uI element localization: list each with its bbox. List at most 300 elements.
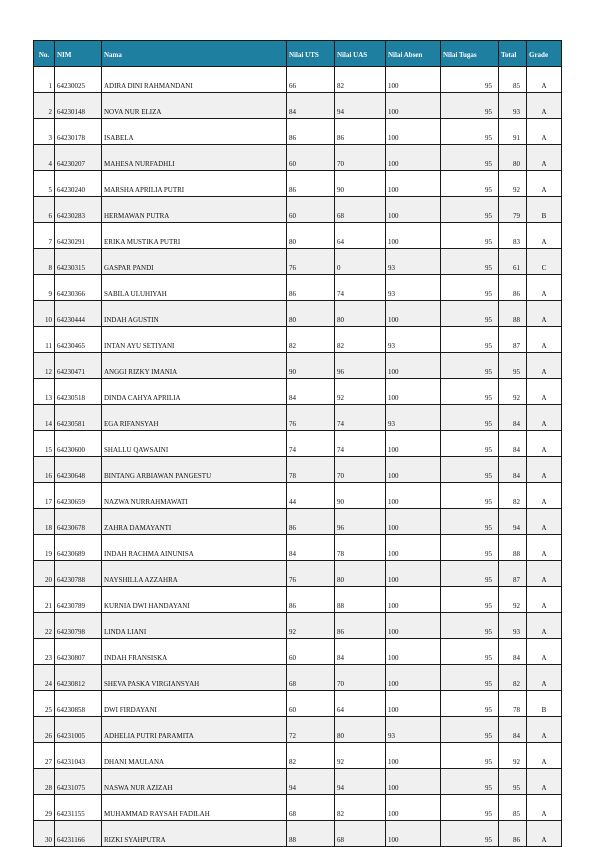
cell-grade: A — [527, 145, 562, 171]
cell-no: 21 — [34, 587, 55, 613]
cell-nama: DWI FIRDAYANI — [102, 691, 287, 717]
cell-nilai-tugas: 95 — [441, 691, 499, 717]
cell-no: 3 — [34, 119, 55, 145]
cell-nama: DHANI MAULANA — [102, 743, 287, 769]
cell-nilai-absen: 100 — [386, 379, 441, 405]
cell-grade: A — [527, 119, 562, 145]
cell-nama: INDAH AGUSTIN — [102, 301, 287, 327]
cell-no: 11 — [34, 327, 55, 353]
cell-nilai-tugas: 95 — [441, 353, 499, 379]
cell-grade: A — [527, 275, 562, 301]
cell-nama: BINTANG ARBIAWAN PANGESTU — [102, 457, 287, 483]
cell-nilai-uas: 74 — [335, 405, 386, 431]
table-row — [34, 587, 562, 613]
cell-nim: 64230471 — [55, 353, 102, 379]
cell-nilai-uas: 82 — [335, 327, 386, 353]
cell-nilai-uas: 84 — [335, 639, 386, 665]
table-row — [34, 821, 562, 847]
cell-grade: A — [527, 509, 562, 535]
cell-total: 88 — [499, 301, 527, 327]
cell-nim: 64231005 — [55, 717, 102, 743]
cell-nim: 64230788 — [55, 561, 102, 587]
table-row — [34, 353, 562, 379]
cell-nim: 64230315 — [55, 249, 102, 275]
table-row — [34, 665, 562, 691]
cell-nilai-uas: 70 — [335, 145, 386, 171]
cell-total: 86 — [499, 821, 527, 847]
cell-nama: ADIRA DINI RAHMANDANI — [102, 67, 287, 93]
cell-nilai-uts: 86 — [287, 587, 335, 613]
cell-nilai-uas: 0 — [335, 249, 386, 275]
cell-nilai-absen: 93 — [386, 717, 441, 743]
cell-nilai-tugas: 95 — [441, 275, 499, 301]
cell-no: 13 — [34, 379, 55, 405]
table-body — [34, 67, 562, 847]
cell-nilai-uts: 88 — [287, 821, 335, 847]
cell-nilai-uts: 82 — [287, 327, 335, 353]
cell-nilai-uas: 64 — [335, 223, 386, 249]
cell-total: 83 — [499, 223, 527, 249]
table-row — [34, 613, 562, 639]
cell-total: 84 — [499, 717, 527, 743]
cell-total: 94 — [499, 509, 527, 535]
cell-nim: 64230581 — [55, 405, 102, 431]
header-nilai-tugas: Nilai Tugas — [441, 41, 499, 67]
cell-nilai-absen: 100 — [386, 301, 441, 327]
cell-nilai-uts: 86 — [287, 119, 335, 145]
table-row — [34, 405, 562, 431]
cell-no: 12 — [34, 353, 55, 379]
table-row — [34, 145, 562, 171]
cell-nilai-absen: 100 — [386, 171, 441, 197]
cell-nilai-absen: 100 — [386, 197, 441, 223]
cell-nama: NAZWA NURRAHMAWATI — [102, 483, 287, 509]
cell-no: 9 — [34, 275, 55, 301]
table-row — [34, 743, 562, 769]
cell-nama: SHEVA PASKA VIRGIANSYAH — [102, 665, 287, 691]
cell-total: 79 — [499, 197, 527, 223]
cell-no: 18 — [34, 509, 55, 535]
cell-nim: 64231043 — [55, 743, 102, 769]
cell-nilai-uas: 80 — [335, 561, 386, 587]
cell-grade: B — [527, 197, 562, 223]
cell-nilai-tugas: 95 — [441, 587, 499, 613]
table-row — [34, 327, 562, 353]
cell-grade: A — [527, 483, 562, 509]
cell-nim: 64230858 — [55, 691, 102, 717]
cell-nilai-uts: 86 — [287, 275, 335, 301]
cell-total: 80 — [499, 145, 527, 171]
cell-nim: 64230283 — [55, 197, 102, 223]
cell-nilai-uas: 64 — [335, 691, 386, 717]
cell-grade: A — [527, 665, 562, 691]
cell-nama: MUHAMMAD RAYSAH FADILAH — [102, 795, 287, 821]
cell-nilai-tugas: 95 — [441, 639, 499, 665]
cell-nim: 64230678 — [55, 509, 102, 535]
table-row — [34, 561, 562, 587]
cell-total: 87 — [499, 561, 527, 587]
cell-grade: A — [527, 717, 562, 743]
cell-nilai-uas: 70 — [335, 457, 386, 483]
cell-nim: 64230465 — [55, 327, 102, 353]
cell-total: 87 — [499, 327, 527, 353]
cell-nilai-uts: 80 — [287, 301, 335, 327]
cell-no: 1 — [34, 67, 55, 93]
cell-nilai-uts: 72 — [287, 717, 335, 743]
cell-nilai-uts: 84 — [287, 379, 335, 405]
cell-nim: 64230789 — [55, 587, 102, 613]
cell-nilai-uts: 60 — [287, 691, 335, 717]
cell-nilai-uas: 94 — [335, 769, 386, 795]
cell-nilai-tugas: 95 — [441, 613, 499, 639]
cell-nilai-tugas: 95 — [441, 197, 499, 223]
cell-nilai-uas: 82 — [335, 795, 386, 821]
cell-nilai-uts: 68 — [287, 665, 335, 691]
cell-nim: 64230812 — [55, 665, 102, 691]
cell-nama: MAHESA NURFADHLI — [102, 145, 287, 171]
cell-nilai-tugas: 95 — [441, 535, 499, 561]
cell-nim: 64230178 — [55, 119, 102, 145]
cell-total: 85 — [499, 795, 527, 821]
cell-nilai-uts: 92 — [287, 613, 335, 639]
cell-nim: 64230444 — [55, 301, 102, 327]
grades-table — [33, 40, 562, 847]
cell-grade: A — [527, 613, 562, 639]
cell-nilai-absen: 100 — [386, 145, 441, 171]
cell-grade: A — [527, 67, 562, 93]
cell-nama: NAYSHILLA AZZAHRA — [102, 561, 287, 587]
cell-nilai-uts: 86 — [287, 509, 335, 535]
cell-no: 6 — [34, 197, 55, 223]
cell-total: 82 — [499, 665, 527, 691]
cell-grade: A — [527, 457, 562, 483]
cell-total: 82 — [499, 483, 527, 509]
cell-total: 92 — [499, 171, 527, 197]
cell-nilai-absen: 100 — [386, 769, 441, 795]
table-row — [34, 93, 562, 119]
cell-nilai-absen: 100 — [386, 119, 441, 145]
cell-nilai-absen: 100 — [386, 743, 441, 769]
table-row — [34, 457, 562, 483]
cell-nama: SHALLU QAWSAINI — [102, 431, 287, 457]
cell-nilai-tugas: 95 — [441, 171, 499, 197]
table-row — [34, 171, 562, 197]
cell-nim: 64230798 — [55, 613, 102, 639]
cell-nama: NASWA NUR AZIZAH — [102, 769, 287, 795]
cell-nim: 64230648 — [55, 457, 102, 483]
cell-total: 84 — [499, 405, 527, 431]
cell-nim: 64230025 — [55, 67, 102, 93]
cell-no: 22 — [34, 613, 55, 639]
cell-nim: 64231155 — [55, 795, 102, 821]
cell-nilai-uts: 76 — [287, 405, 335, 431]
cell-grade: A — [527, 743, 562, 769]
cell-nilai-tugas: 95 — [441, 743, 499, 769]
cell-nilai-uts: 82 — [287, 743, 335, 769]
cell-nama: DINDA CAHYA APRILIA — [102, 379, 287, 405]
cell-grade: A — [527, 561, 562, 587]
cell-no: 5 — [34, 171, 55, 197]
cell-nilai-uts: 60 — [287, 145, 335, 171]
cell-nilai-uts: 60 — [287, 639, 335, 665]
cell-nilai-absen: 100 — [386, 691, 441, 717]
header-nilai-uas: Nilai UAS — [335, 41, 386, 67]
cell-no: 19 — [34, 535, 55, 561]
cell-nilai-tugas: 95 — [441, 93, 499, 119]
cell-nilai-uts: 86 — [287, 171, 335, 197]
cell-nilai-absen: 100 — [386, 509, 441, 535]
cell-nilai-absen: 93 — [386, 405, 441, 431]
cell-nim: 64230518 — [55, 379, 102, 405]
header-grade: Grade — [527, 41, 562, 67]
cell-no: 26 — [34, 717, 55, 743]
cell-nilai-absen: 100 — [386, 587, 441, 613]
cell-nilai-uts: 74 — [287, 431, 335, 457]
cell-nilai-absen: 100 — [386, 67, 441, 93]
header-total: Total — [499, 41, 527, 67]
cell-total: 88 — [499, 535, 527, 561]
cell-nilai-absen: 100 — [386, 639, 441, 665]
cell-nilai-uas: 94 — [335, 93, 386, 119]
cell-total: 84 — [499, 431, 527, 457]
cell-nilai-tugas: 95 — [441, 483, 499, 509]
header-nama: Nama — [102, 41, 287, 67]
cell-nilai-uts: 90 — [287, 353, 335, 379]
cell-total: 84 — [499, 639, 527, 665]
cell-grade: A — [527, 171, 562, 197]
cell-nilai-uas: 92 — [335, 743, 386, 769]
cell-nilai-uas: 68 — [335, 197, 386, 223]
cell-no: 24 — [34, 665, 55, 691]
table-row — [34, 509, 562, 535]
cell-nilai-tugas: 95 — [441, 249, 499, 275]
cell-nilai-absen: 100 — [386, 535, 441, 561]
cell-nama: LINDA LIANI — [102, 613, 287, 639]
cell-nilai-tugas: 95 — [441, 795, 499, 821]
cell-total: 61 — [499, 249, 527, 275]
table-row — [34, 535, 562, 561]
cell-grade: A — [527, 587, 562, 613]
cell-total: 92 — [499, 379, 527, 405]
cell-nilai-tugas: 95 — [441, 457, 499, 483]
cell-no: 27 — [34, 743, 55, 769]
cell-nilai-tugas: 95 — [441, 509, 499, 535]
cell-nilai-absen: 100 — [386, 457, 441, 483]
cell-nilai-uts: 94 — [287, 769, 335, 795]
cell-grade: A — [527, 327, 562, 353]
cell-nama: EGA RIFANSYAH — [102, 405, 287, 431]
cell-nim: 64230240 — [55, 171, 102, 197]
cell-nilai-absen: 100 — [386, 795, 441, 821]
cell-nilai-uas: 86 — [335, 119, 386, 145]
cell-total: 93 — [499, 93, 527, 119]
cell-nama: RIZKI SYAHPUTRA — [102, 821, 287, 847]
table-row — [34, 301, 562, 327]
cell-total: 92 — [499, 743, 527, 769]
cell-nama: ADHELIA PUTRI PARAMITA — [102, 717, 287, 743]
cell-total: 84 — [499, 457, 527, 483]
cell-nama: ISABELA — [102, 119, 287, 145]
cell-nim: 64230600 — [55, 431, 102, 457]
table-row — [34, 431, 562, 457]
table-row — [34, 717, 562, 743]
cell-nilai-uas: 96 — [335, 353, 386, 379]
cell-nama: KURNIA DWI HANDAYANI — [102, 587, 287, 613]
cell-total: 78 — [499, 691, 527, 717]
cell-no: 8 — [34, 249, 55, 275]
table-row — [34, 223, 562, 249]
cell-nim: 64230807 — [55, 639, 102, 665]
cell-total: 95 — [499, 353, 527, 379]
header-no: No. — [34, 41, 55, 67]
header-nilai-uts: Nilai UTS — [287, 41, 335, 67]
cell-grade: A — [527, 223, 562, 249]
table-row — [34, 197, 562, 223]
cell-nilai-uas: 86 — [335, 613, 386, 639]
cell-nilai-uas: 90 — [335, 483, 386, 509]
cell-nama: GASPAR PANDI — [102, 249, 287, 275]
cell-nilai-absen: 100 — [386, 223, 441, 249]
cell-grade: C — [527, 249, 562, 275]
table-row — [34, 67, 562, 93]
cell-nilai-absen: 100 — [386, 821, 441, 847]
cell-grade: A — [527, 301, 562, 327]
cell-nilai-tugas: 95 — [441, 665, 499, 691]
cell-no: 23 — [34, 639, 55, 665]
cell-grade: B — [527, 691, 562, 717]
cell-grade: A — [527, 795, 562, 821]
cell-nim: 64231075 — [55, 769, 102, 795]
cell-no: 25 — [34, 691, 55, 717]
cell-no: 4 — [34, 145, 55, 171]
cell-nama: HERMAWAN PUTRA — [102, 197, 287, 223]
cell-nama: MARSHA APRILIA PUTRI — [102, 171, 287, 197]
cell-nilai-uas: 88 — [335, 587, 386, 613]
cell-nilai-tugas: 95 — [441, 119, 499, 145]
cell-nama: ANGGI RIZKY IMANIA — [102, 353, 287, 379]
cell-nilai-uts: 78 — [287, 457, 335, 483]
cell-nama: INDAH RACHMA AINUNISA — [102, 535, 287, 561]
header-nim: NIM — [55, 41, 102, 67]
table-row — [34, 795, 562, 821]
cell-nama: ERIKA MUSTIKA PUTRI — [102, 223, 287, 249]
cell-total: 85 — [499, 67, 527, 93]
cell-no: 7 — [34, 223, 55, 249]
cell-nilai-uas: 80 — [335, 301, 386, 327]
cell-nilai-uts: 76 — [287, 249, 335, 275]
cell-nilai-absen: 93 — [386, 327, 441, 353]
cell-nim: 64230689 — [55, 535, 102, 561]
cell-no: 30 — [34, 821, 55, 847]
cell-grade: A — [527, 769, 562, 795]
cell-nilai-uas: 92 — [335, 379, 386, 405]
cell-nilai-uas: 78 — [335, 535, 386, 561]
cell-no: 28 — [34, 769, 55, 795]
header-row — [34, 41, 562, 67]
cell-total: 92 — [499, 587, 527, 613]
cell-no: 17 — [34, 483, 55, 509]
cell-grade: A — [527, 431, 562, 457]
cell-nilai-tugas: 95 — [441, 431, 499, 457]
cell-total: 93 — [499, 613, 527, 639]
cell-total: 91 — [499, 119, 527, 145]
cell-no: 15 — [34, 431, 55, 457]
cell-nilai-uas: 74 — [335, 431, 386, 457]
cell-nilai-tugas: 95 — [441, 405, 499, 431]
cell-nilai-absen: 100 — [386, 561, 441, 587]
cell-nim: 64230659 — [55, 483, 102, 509]
cell-no: 20 — [34, 561, 55, 587]
cell-grade: A — [527, 535, 562, 561]
cell-nilai-absen: 100 — [386, 613, 441, 639]
cell-nilai-tugas: 95 — [441, 561, 499, 587]
cell-grade: A — [527, 93, 562, 119]
cell-grade: A — [527, 405, 562, 431]
table-row — [34, 275, 562, 301]
cell-no: 14 — [34, 405, 55, 431]
cell-nilai-tugas: 95 — [441, 145, 499, 171]
cell-no: 29 — [34, 795, 55, 821]
table-row — [34, 379, 562, 405]
table-row — [34, 483, 562, 509]
cell-nim: 64230148 — [55, 93, 102, 119]
cell-nama: INTAN AYU SETIYANI — [102, 327, 287, 353]
cell-nilai-tugas: 95 — [441, 301, 499, 327]
cell-nilai-uas: 74 — [335, 275, 386, 301]
cell-nilai-absen: 100 — [386, 353, 441, 379]
cell-nilai-tugas: 95 — [441, 769, 499, 795]
cell-nama: ZAHRA DAMAYANTI — [102, 509, 287, 535]
cell-grade: A — [527, 639, 562, 665]
table-row — [34, 691, 562, 717]
table-row — [34, 769, 562, 795]
cell-nilai-uts: 60 — [287, 197, 335, 223]
cell-nilai-uas: 80 — [335, 717, 386, 743]
cell-grade: A — [527, 379, 562, 405]
cell-grade: A — [527, 353, 562, 379]
cell-nilai-uas: 70 — [335, 665, 386, 691]
cell-nim: 64230207 — [55, 145, 102, 171]
table-row — [34, 119, 562, 145]
cell-nilai-uts: 80 — [287, 223, 335, 249]
cell-nilai-uas: 90 — [335, 171, 386, 197]
cell-nilai-uas: 82 — [335, 67, 386, 93]
cell-no: 10 — [34, 301, 55, 327]
cell-nilai-absen: 93 — [386, 275, 441, 301]
cell-total: 95 — [499, 769, 527, 795]
cell-grade: A — [527, 821, 562, 847]
cell-total: 86 — [499, 275, 527, 301]
cell-nilai-absen: 100 — [386, 431, 441, 457]
cell-nilai-uts: 68 — [287, 795, 335, 821]
cell-nilai-uts: 84 — [287, 93, 335, 119]
cell-nim: 64230291 — [55, 223, 102, 249]
cell-nim: 64230366 — [55, 275, 102, 301]
cell-nilai-absen: 100 — [386, 483, 441, 509]
cell-nama: SABILA ULUHIYAH — [102, 275, 287, 301]
cell-nilai-tugas: 95 — [441, 67, 499, 93]
header-nilai-absen: Nilai Absen — [386, 41, 441, 67]
cell-nilai-absen: 93 — [386, 249, 441, 275]
cell-nilai-tugas: 95 — [441, 379, 499, 405]
cell-no: 2 — [34, 93, 55, 119]
cell-nim: 64231166 — [55, 821, 102, 847]
cell-nama: INDAH FRANSISKA — [102, 639, 287, 665]
cell-nilai-absen: 100 — [386, 93, 441, 119]
cell-nilai-uts: 66 — [287, 67, 335, 93]
cell-no: 16 — [34, 457, 55, 483]
cell-nilai-tugas: 95 — [441, 327, 499, 353]
